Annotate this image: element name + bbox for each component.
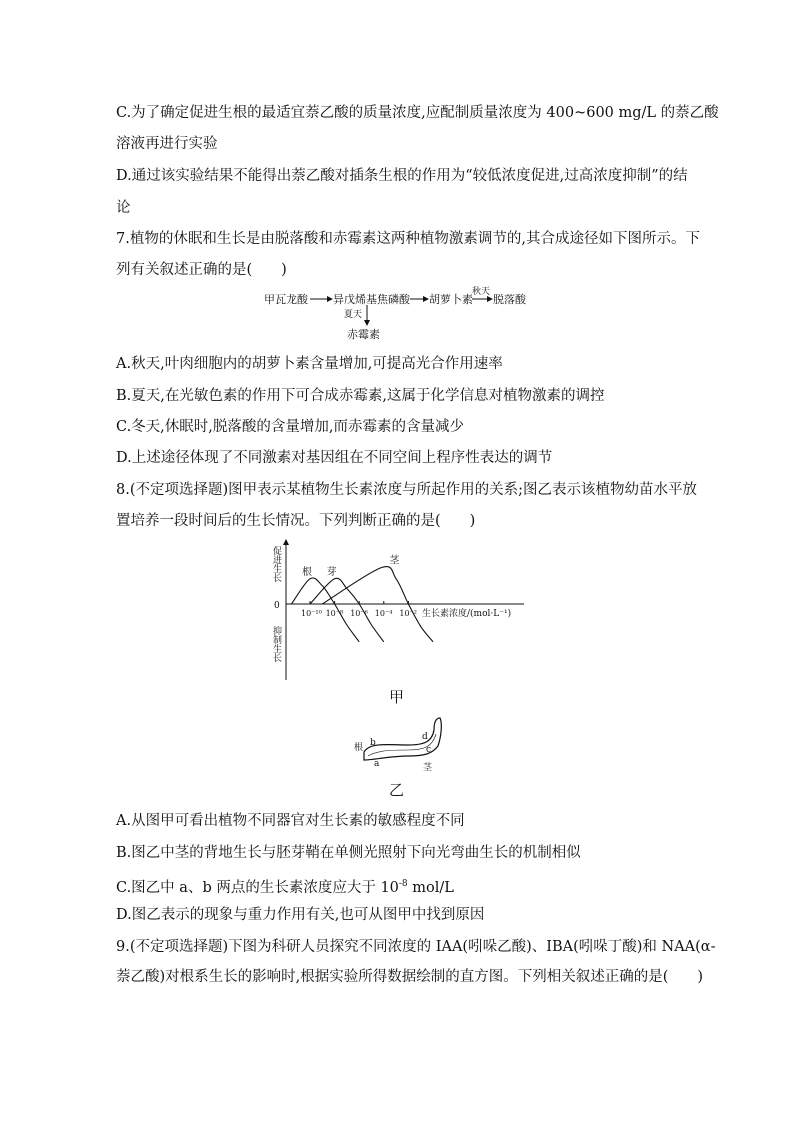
q8-figure-yi-seedling (348, 712, 448, 772)
q7-stem-line2: 列有关叙述正确的是( ) (116, 262, 287, 278)
y-label-inhibit: 抑制生长 (271, 626, 281, 662)
series-label: 茎 (389, 555, 400, 567)
q7-option-b: B.夏天,在光敏色素的作用下可合成赤霉素,这属于化学信息对植物激素的调控 (116, 388, 605, 404)
series-label: 根 (302, 566, 312, 578)
label-a: a (374, 759, 380, 769)
q6-option-c-line2: 溶液再进行实验 (116, 136, 218, 152)
label-root: 根 (354, 743, 364, 753)
pathway-label-autumn: 秋天 (472, 287, 491, 297)
q9-stem-line1: 9.(不定项选择题)下图为科研人员探究不同浓度的 IAA(吲哚乙酸)、IBA(吲哚丁酸)和 NAA(α- (116, 939, 716, 955)
q9-stem-line2: 萘乙酸)对根系生长的影响时,根据实验所得数据绘制的直方图。下列相关叙述正确的是( ) (116, 969, 704, 985)
q8-option-c-exponent: -8 (398, 879, 408, 889)
x-tick-label: 10⁻⁸ (325, 609, 344, 618)
pathway-node-aba: 脱落酸 (493, 293, 526, 306)
label-stem: 茎 (421, 762, 431, 771)
x-tick-label: 10⁻⁶ (350, 609, 368, 618)
x-tick-label: 10⁻⁴ (374, 609, 393, 618)
x-axis-label: 生长素浓度/(mol·L⁻¹) (422, 609, 512, 619)
label-c: c (426, 745, 432, 755)
origin-label: 0 (274, 601, 280, 611)
q8-stem-line2: 置培养一段时间后的生长情况。下列判断正确的是( ) (116, 513, 476, 529)
pathway-label-summer: 夏天 (344, 310, 363, 320)
figure-yi-caption: 乙 (389, 781, 405, 799)
q8-option-d: D.图乙表示的现象与重力作用有关,也可从图甲中找到原因 (116, 907, 485, 923)
pathway-node-carotene: 胡萝卜素 (429, 293, 473, 306)
q7-pathway-diagram (262, 284, 542, 342)
q8-option-c-text: C.图乙中 a、b 两点的生长素浓度应大于 10 (116, 879, 399, 896)
q8-option-c-unit: mol/L (407, 879, 454, 896)
q7-stem-line1: 7.植物的休眠和生长是由脱落酸和赤霉素这两种植物激素调节的,其合成途径如下图所示。下 (116, 231, 700, 247)
pathway-node-mevalonic: 甲瓦龙酸 (264, 293, 308, 306)
x-tick-label: 10⁻¹⁰ (301, 609, 322, 618)
q6-option-d-line2: 论 (116, 200, 131, 216)
x-tick-label: 10⁻² (399, 609, 418, 618)
label-d: d (422, 732, 428, 742)
series-label: 芽 (326, 566, 337, 578)
q8-option-c (116, 874, 454, 898)
q6-option-d-line1: D.通过该实验结果不能得出萘乙酸对插条生根的作用为“较低浓度促进,过高浓度抑制”的结 (116, 168, 688, 184)
q7-option-a: A.秋天,叶肉细胞内的胡萝卜素含量增加,可提高光合作用速率 (116, 356, 503, 372)
pathway-node-ga: 赤霉素 (347, 328, 380, 341)
q8-stem-line1: 8.(不定项选择题)图甲表示某植物生长素浓度与所起作用的关系;图乙表示该植物幼苗水平放 (116, 482, 698, 498)
q8-option-a: A.从图甲可看出植物不同器官对生长素的敏感程度不同 (116, 813, 465, 829)
q8-figure-jia-chart (262, 534, 534, 682)
pathway-node-ipp: 异戊烯基焦磷酸 (333, 293, 410, 306)
q7-option-d: D.上述途径体现了不同激素对基因组在不同空间上程序性表达的调节 (116, 450, 553, 466)
figure-jia-caption: 甲 (389, 688, 405, 706)
label-b: b (370, 738, 376, 748)
q6-option-c-line1: C.为了确定促进生根的最适宜萘乙酸的质量浓度,应配制质量浓度为 400~600 mg/L 的萘乙酸 (116, 105, 719, 121)
q7-option-c: C.冬天,休眠时,脱落酸的含量增加,而赤霉素的含量减少 (116, 419, 465, 435)
y-label-promote: 促进生长 (271, 546, 281, 582)
q8-option-b: B.图乙中茎的背地生长与胚芽鞘在单侧光照射下向光弯曲生长的机制相似 (116, 845, 581, 861)
